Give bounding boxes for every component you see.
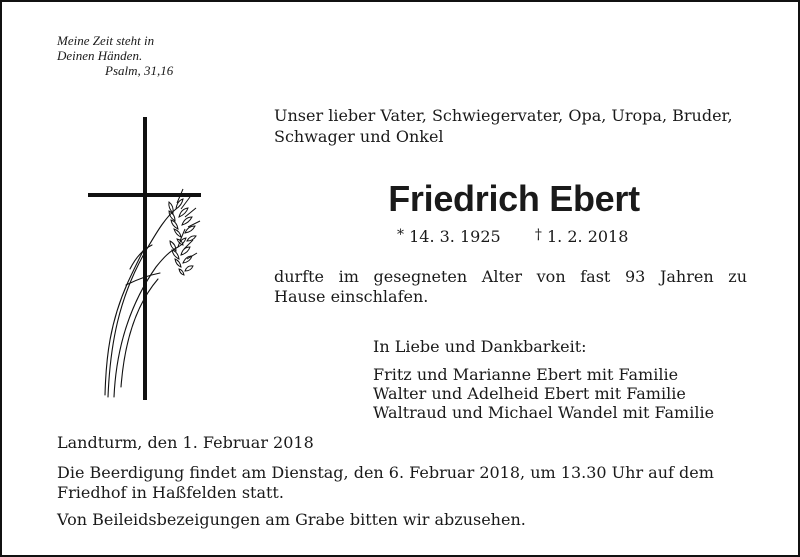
birth-symbol: *	[397, 227, 404, 243]
life-dates	[397, 227, 697, 248]
passing-message	[274, 267, 747, 307]
condolence-request: Von Beileidsbezeigungen am Grabe bitten wir abzusehen.	[57, 510, 526, 529]
verse-reference: Psalm, 31,16	[105, 63, 174, 78]
message-line-2: Hause einschlafen.	[274, 287, 429, 306]
funeral-line-1: Die Beerdigung findet am Dienstag, den 6. Februar 2018, um 13.30 Uhr auf dem	[57, 463, 714, 482]
family-member: Waltraud und Michael Wandel mit Familie	[373, 403, 715, 422]
funeral-line-2: Friedhof in Haßfelden statt.	[57, 483, 284, 502]
verse-line-1: Meine Zeit steht in	[57, 33, 155, 48]
message-line-1: durfte im gesegneten Alter von fast 93 Jahren zu	[274, 267, 747, 286]
death-date: 1. 2. 2018	[546, 227, 629, 246]
place-and-date: Landturm, den 1. Februar 2018	[57, 433, 314, 452]
intro-line-2: Schwager und Onkel	[274, 127, 444, 146]
family-signatures	[373, 337, 763, 422]
deceased-name: Friedrich Ebert	[388, 178, 640, 219]
intro-text	[274, 105, 754, 147]
intro-line-1: Unser lieber Vater, Schwiegervater, Opa, Uropa, Bruder,	[274, 106, 733, 125]
cross-with-wheat-icon	[88, 117, 213, 402]
funeral-details	[57, 463, 757, 503]
death-symbol: †	[534, 227, 542, 243]
bible-verse	[57, 33, 197, 78]
family-member: Walter und Adelheid Ebert mit Familie	[373, 384, 686, 403]
birth-date: 14. 3. 1925	[409, 227, 501, 246]
family-heading: In Liebe und Dankbarkeit:	[373, 337, 587, 356]
verse-line-2: Deinen Händen.	[57, 48, 143, 63]
family-member: Fritz und Marianne Ebert mit Familie	[373, 365, 679, 384]
